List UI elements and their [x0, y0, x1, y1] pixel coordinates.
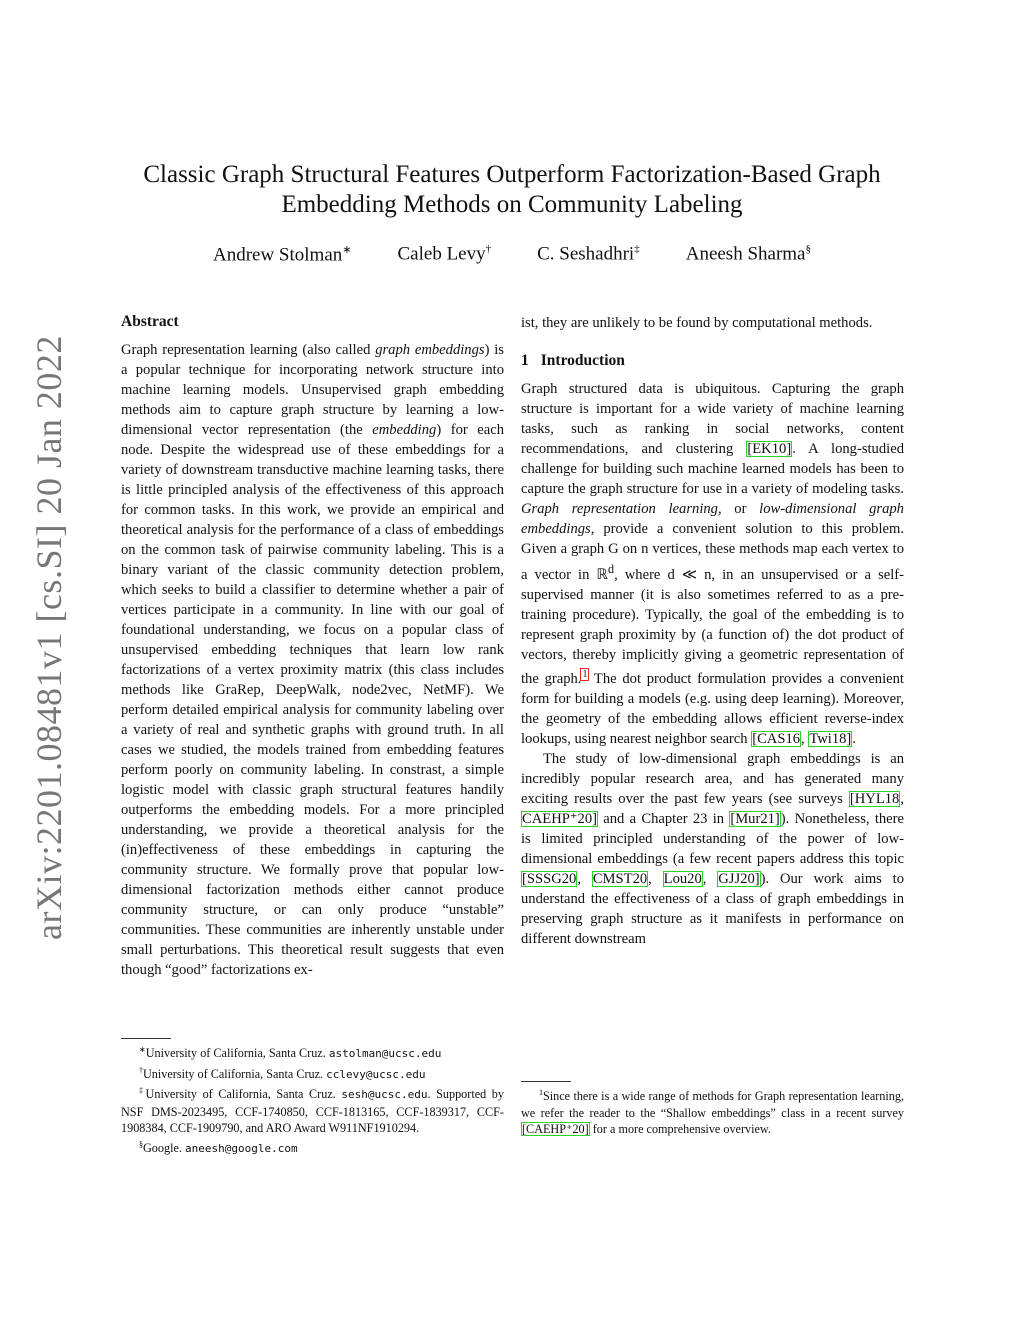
citation-link[interactable]: [CAS16	[752, 730, 801, 747]
citation-link[interactable]: Twi18]	[809, 730, 852, 747]
footnote-rule	[121, 1038, 171, 1039]
footnote-rule	[521, 1081, 571, 1082]
right-column	[521, 313, 904, 949]
author-footnotes	[121, 1038, 504, 1157]
section-heading-introduction: 1 Introduction	[521, 352, 625, 369]
abstract-heading: Abstract	[121, 313, 179, 330]
citation-link[interactable]: [HYL18	[849, 790, 900, 807]
author: Andrew Stolman∗	[212, 244, 352, 266]
abstract-column	[121, 312, 504, 980]
footnote: §Google. aneesh@google.com	[139, 1139, 298, 1155]
citation-link[interactable]: GJJ20]	[718, 870, 760, 887]
citation-link[interactable]: CMST20	[592, 870, 648, 887]
abstract-continuation: ist, they are unlikely to be found by computational methods.	[521, 315, 873, 331]
citation-link[interactable]: [SSSG20	[522, 870, 577, 887]
author: C. Seshadhri‡	[537, 243, 640, 265]
citation-link[interactable]: [Mur21]	[730, 810, 780, 827]
content-footnotes	[521, 1081, 904, 1138]
author-list	[100, 243, 924, 266]
citation-link[interactable]: CAEHP⁺20]	[522, 810, 597, 827]
footnote: ∗University of California, Santa Cruz. astolman@ucsc.edu	[139, 1045, 442, 1061]
citation-link[interactable]: [EK10]	[747, 441, 792, 457]
author: Aneesh Sharma§	[685, 243, 811, 265]
footnote-link[interactable]: 1	[582, 668, 588, 680]
citation-link[interactable]: Lou20	[663, 870, 702, 887]
abstract-text: Graph representation learning (also called graph embeddings) is a popular technique for incorporating network structure into machine learning models. Unsupervised graph embedding methods aim to capture graph structure by learning a low-dimensional vector representation (the embedding) for each node. Despite the widespread use of these embeddings for a variety of downstream transductive machine learning tasks, there is little principled analysis of the effectiveness of this approach for common tasks. In this work, we provide an empirical and theoretical analysis for the performance of a class of embeddings on the common task of pairwise community labeling. This is a binary variant of the classic community detection problem, which seeks to build a classifier to determine whether a pair of vertices participate in a community. In line with our goal of foundational understanding, we focus on a popular class of unsupervised embedding techniques that learn low rank factorizations of a vertex proximity matrix (this class includes methods like GraRep, DeepWalk, node2vec, NetMF). We perform detailed empirical analysis for community labeling over a variety of real and synthetic graphs with ground truth. In all cases we studied, the models trained from embedding features perform poorly on community labeling. In constrast, a simple logistic model with classic graph structural features handily outperforms the embedding models. For a more principled understanding, we provide a theoretical analysis for the (in)effectiveness of these embeddings in capturing the community structure. We formally prove that popular low-dimensional factorization methods either cannot produce community structure, or can only produce “unstable” communities. These communities are inherently unstable under small perturbations. This theoretical result suggests that even though “good” factorizations ex-	[121, 342, 504, 978]
intro-paragraph-2: The study of low-dimensional graph embeddings is an incredibly popular research area, and has generated many exciting results over the past few years (see surveys [HYL18, CAEHP⁺20] and a Chapter 23 in [Mur21]). Nonetheless, there is limited principled understanding of the power of low-dimensional embeddings (a few recent papers address this topic [SSSG20, CMST20, Lou20, GJJ20]). Our work aims to understand the effectiveness of a class of graph embeddings in preserving graph structure as it manifests in performance on different downstream	[521, 750, 905, 947]
footnote: $^1$Since there is a wide range of methods for Graph representation learning, we refer the reader to the “Shallow embeddings” class in a recent survey [CAEHP⁺20] for a more comprehensive overview.	[521, 1088, 904, 1137]
author: Caleb Levy†	[397, 243, 492, 265]
arxiv-identifier-stamp: arXiv:2201.08481v1 [cs.SI] 20 Jan 2022	[29, 335, 69, 940]
footnote: †University of California, Santa Cruz. cclevy@ucsc.edu	[139, 1065, 426, 1081]
intro-paragraph-1: Graph structured data is ubiquitous. Capturing the graph structure is important for a wide variety of machine learning tasks, such as ranking in social networks, content recommendations, and clustering [EK10]. A long-studied challenge for building such machine learned models has been to capture the graph structure for use in a variety of modeling tasks. Graph representation learning, or low-dimensional graph embeddings, provide a convenient solution to this problem. Given a graph G on n vertices, these methods map each vertex to a vector in ℝ$^d$, where d ≪ n, in an unsupervised or a self-supervised manner (it is also sometimes referred to as a pre-training procedure). Typically, the goal of the embedding is to represent graph proximity by (a function of) the dot product of vectors, thereby implicitly giving a geometric representation of the graph.$^1$ The dot product formulation provides a convenient form for building a models (e.g. using deep learning). Moreover, the geometry of the embedding allows efficient reverse-index lookups, using nearest neighbor search [CAS16, Twi18].	[521, 381, 904, 747]
citation-link[interactable]: [CAEHP⁺20]	[522, 1122, 589, 1137]
paper-title: Classic Graph Structural Features Outperform Factorization-Based Graph Embedding Methods on Community Labeling	[143, 161, 881, 218]
footnote: ‡University of California, Santa Cruz. sesh@ucsc.edu. Supported by NSF DMS-2023495, CCF-1740850, CCF-1813165, CCF-1839317, CCF-1908384, CCF-1909790, and ARO Award W911NF1910294.	[121, 1086, 504, 1136]
